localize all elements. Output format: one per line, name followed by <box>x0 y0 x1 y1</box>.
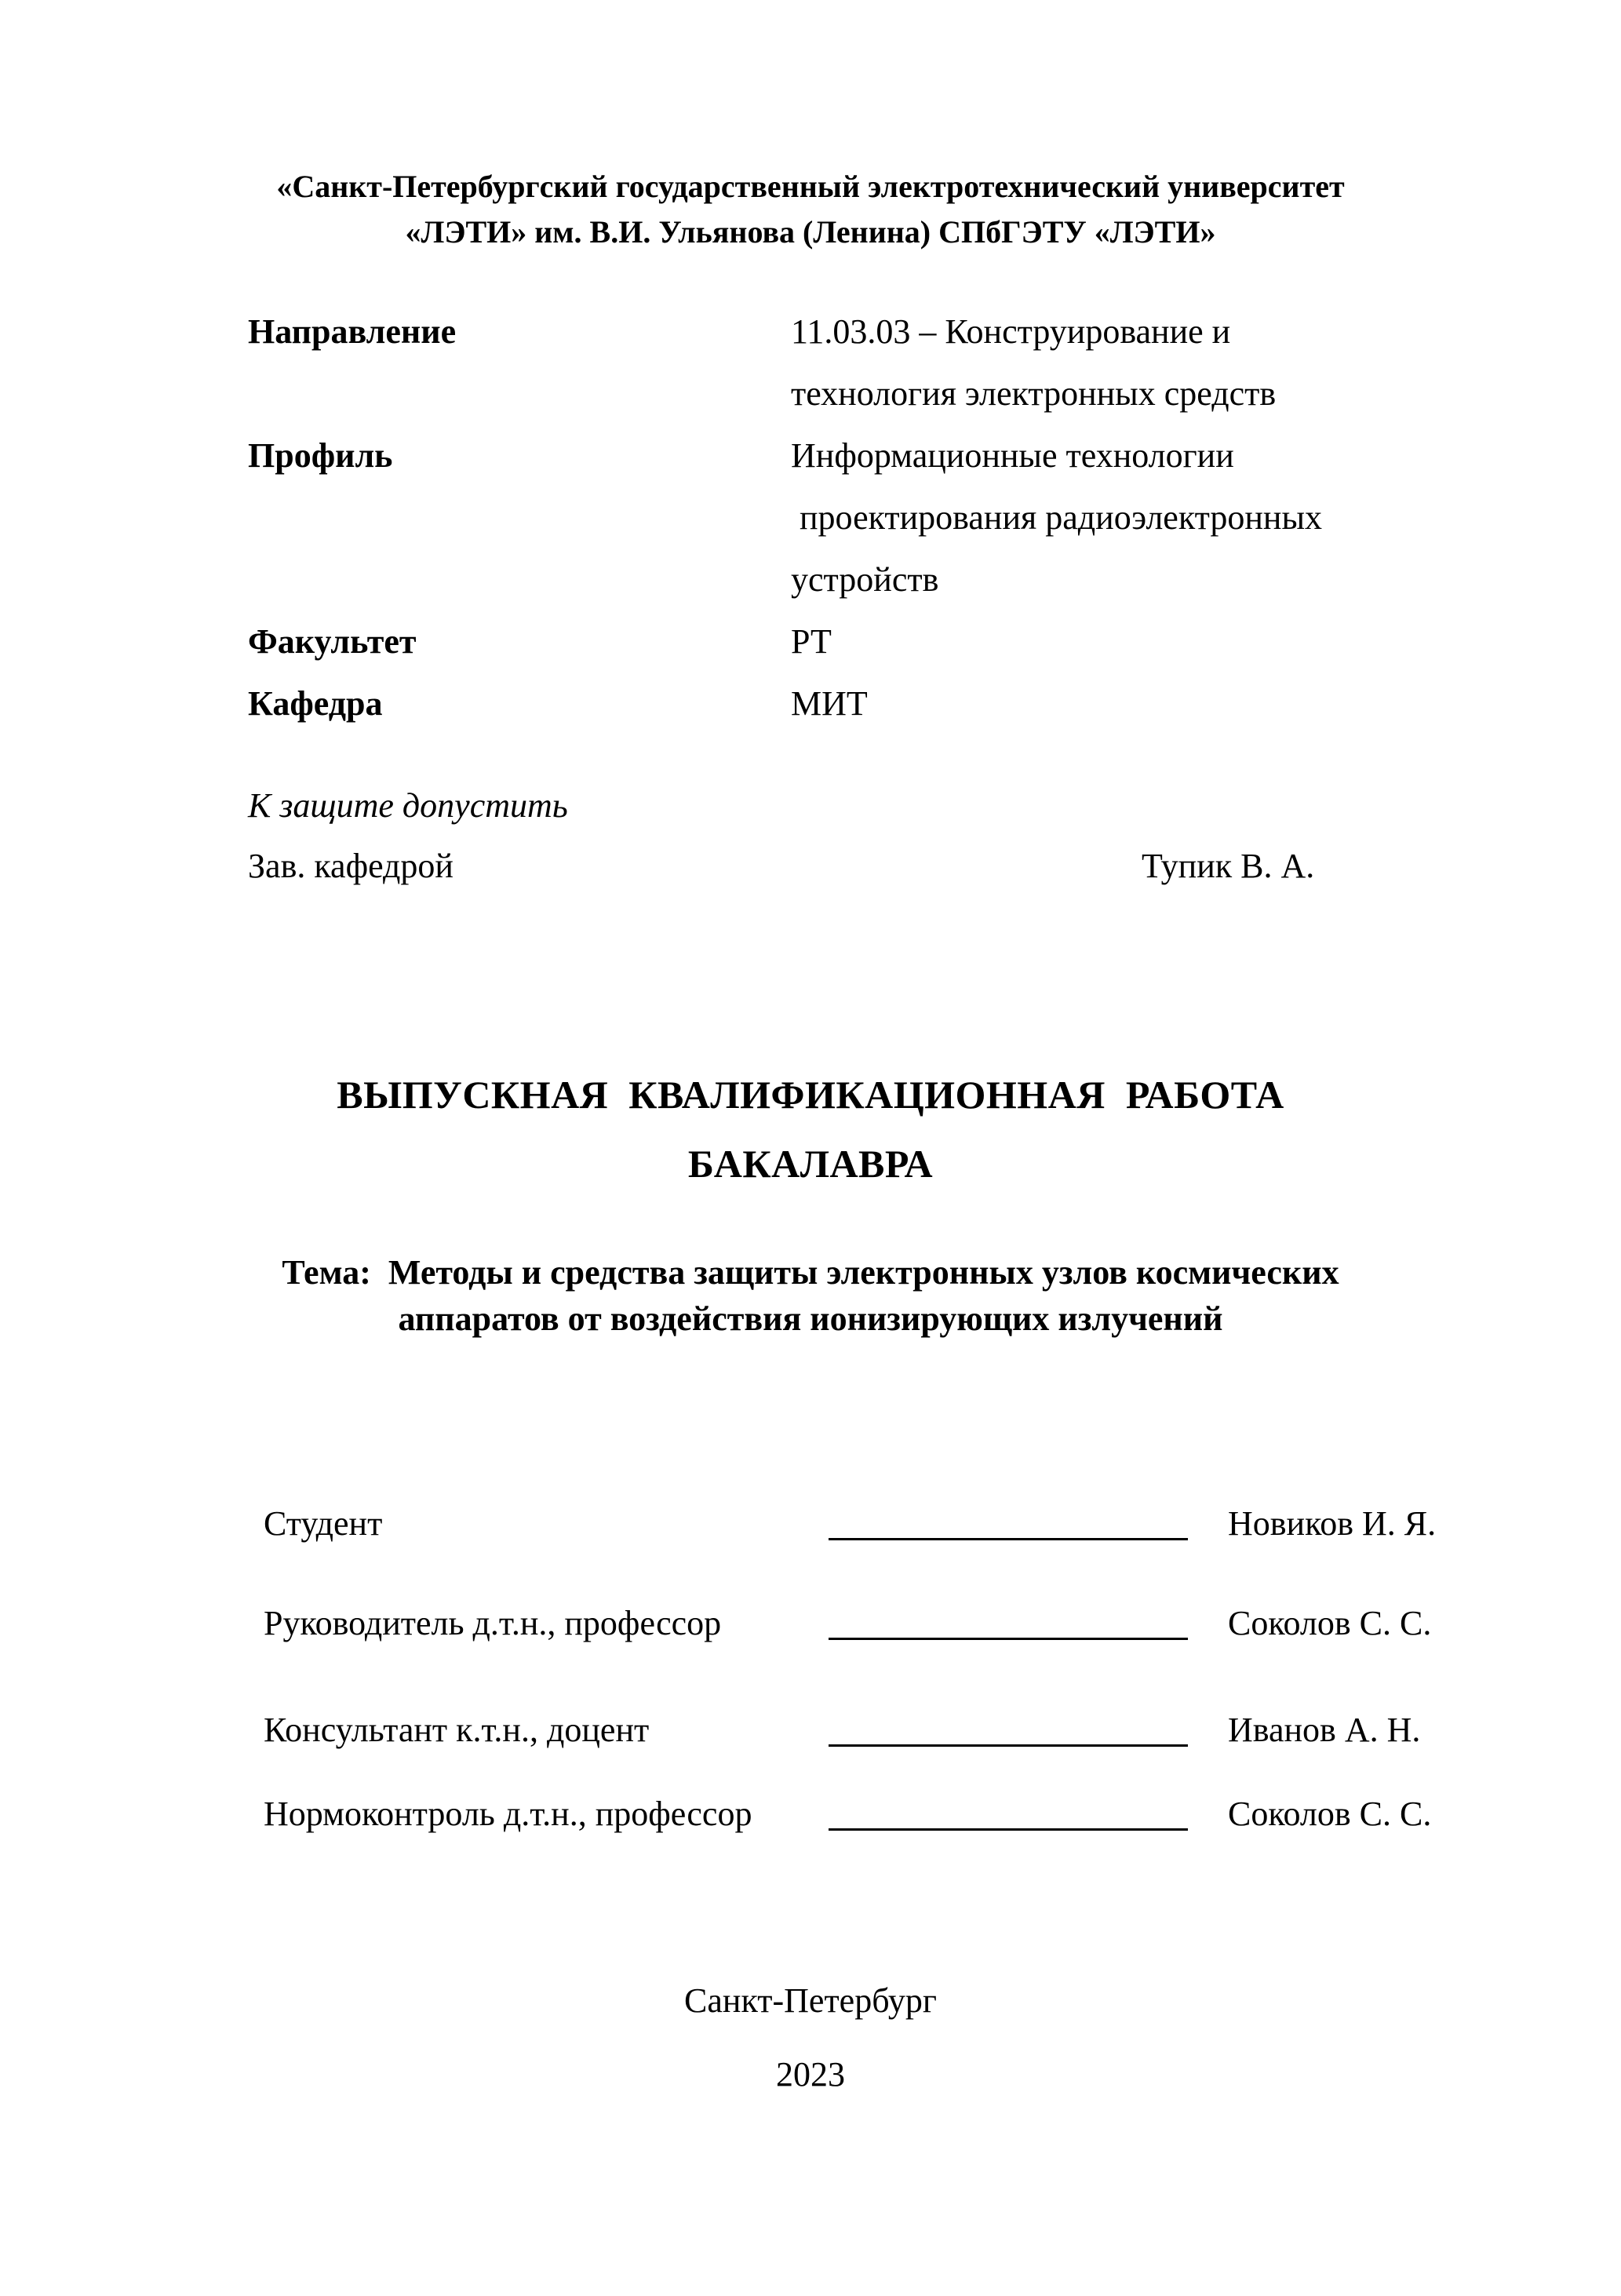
head-of-department-name: Тупик В. А. <box>1142 847 1315 885</box>
signature-line-supervisor <box>829 1638 1188 1640</box>
profile-value-line2: проектирования радиоэлектронных <box>791 498 1323 537</box>
theme-line2: аппаратов от воздействия ионизирующих излучений <box>398 1299 1223 1338</box>
signature-line-norm-control <box>829 1828 1188 1831</box>
signature-name-consultant: Иванов А. Н. <box>1228 1711 1421 1749</box>
university-name-line1: «Санкт-Петербургский государственный электротехнический университет <box>276 169 1345 204</box>
signature-name-norm-control: Соколов С. С. <box>1228 1795 1432 1833</box>
theme-line1: Тема: Методы и средства защиты электронных узлов космических <box>282 1253 1339 1292</box>
university-name-line2: «ЛЭТИ» им. В.И. Ульянова (Ленина) СПбГЭТУ «ЛЭТИ» <box>405 214 1216 250</box>
profile-value-line3: устройств <box>791 560 939 599</box>
approval-caption: К защите допустить <box>248 786 568 825</box>
department-value: МИТ <box>791 684 868 723</box>
work-title-line2: БАКАЛАВРА <box>687 1142 934 1186</box>
head-of-department-role: Зав. кафедрой <box>248 847 454 885</box>
footer-year: 2023 <box>776 2055 845 2094</box>
signature-name-student: Новиков И. Я. <box>1228 1504 1437 1543</box>
work-title-line1: ВЫПУСКНАЯ КВАЛИФИКАЦИОННАЯ РАБОТА <box>337 1073 1284 1117</box>
signature-line-student <box>829 1538 1188 1540</box>
signature-role-norm-control: Нормоконтроль д.т.н., профессор <box>264 1795 752 1833</box>
signature-name-supervisor: Соколов С. С. <box>1228 1604 1432 1642</box>
direction-label: Направление <box>248 312 457 351</box>
profile-label: Профиль <box>248 436 393 475</box>
signature-role-supervisor: Руководитель д.т.н., профессор <box>264 1604 722 1642</box>
faculty-value: РТ <box>791 622 832 661</box>
footer-city: Санкт-Петербург <box>684 1981 937 2020</box>
faculty-label: Факультет <box>248 622 417 661</box>
direction-value-line2: технология электронных средств <box>791 374 1277 413</box>
profile-value-line1: Информационные технологии <box>791 436 1234 475</box>
signature-line-consultant <box>829 1744 1188 1747</box>
signature-role-student: Студент <box>264 1504 383 1543</box>
signature-role-consultant: Консультант к.т.н., доцент <box>264 1711 650 1749</box>
direction-value-line1: 11.03.03 – Конструирование и <box>791 312 1231 351</box>
department-label: Кафедра <box>248 684 383 723</box>
